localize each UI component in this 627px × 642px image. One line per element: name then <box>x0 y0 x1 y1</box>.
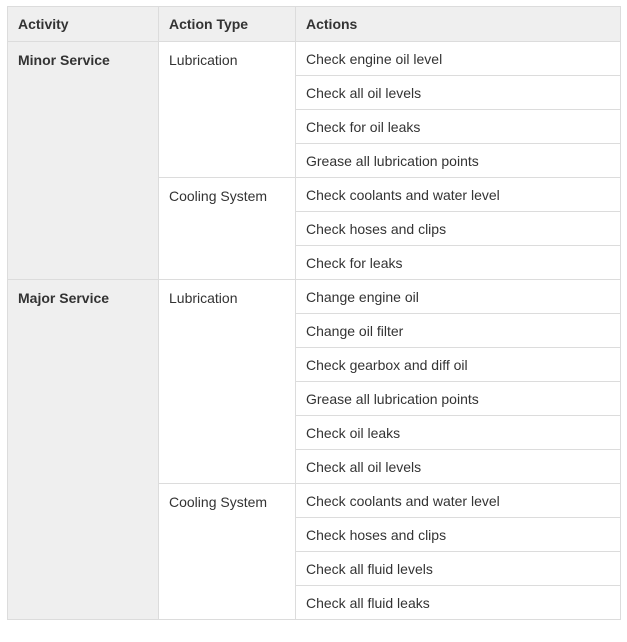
action-cell: Check all fluid levels <box>296 552 621 586</box>
action-cell: Check all oil levels <box>296 450 621 484</box>
action-cell: Check all fluid leaks <box>296 586 621 620</box>
action-cell: Check gearbox and diff oil <box>296 348 621 382</box>
table-body <box>8 42 621 620</box>
action-cell: Grease all lubrication points <box>296 144 621 178</box>
header-action-type: Action Type <box>159 7 296 42</box>
action-cell: Check coolants and water level <box>296 178 621 212</box>
action-cell: Change engine oil <box>296 280 621 314</box>
action-type-cell: Cooling System <box>159 484 296 620</box>
action-cell: Change oil filter <box>296 314 621 348</box>
action-cell: Check for oil leaks <box>296 110 621 144</box>
action-cell: Check hoses and clips <box>296 518 621 552</box>
header-row <box>8 7 621 42</box>
action-cell: Check coolants and water level <box>296 484 621 518</box>
service-table-container <box>7 6 620 620</box>
action-cell: Check hoses and clips <box>296 212 621 246</box>
header-activity: Activity <box>8 7 159 42</box>
action-type-cell: Lubrication <box>159 42 296 178</box>
action-cell: Check engine oil level <box>296 42 621 76</box>
action-type-cell: Cooling System <box>159 178 296 280</box>
header-actions: Actions <box>296 7 621 42</box>
table-row <box>8 280 621 314</box>
action-cell: Check oil leaks <box>296 416 621 450</box>
action-type-cell: Lubrication <box>159 280 296 484</box>
action-cell: Grease all lubrication points <box>296 382 621 416</box>
table-row <box>8 42 621 76</box>
action-cell: Check all oil levels <box>296 76 621 110</box>
activity-cell: Minor Service <box>8 42 159 280</box>
service-schedule-table <box>7 6 621 620</box>
action-cell: Check for leaks <box>296 246 621 280</box>
table-header <box>8 7 621 42</box>
activity-cell: Major Service <box>8 280 159 620</box>
